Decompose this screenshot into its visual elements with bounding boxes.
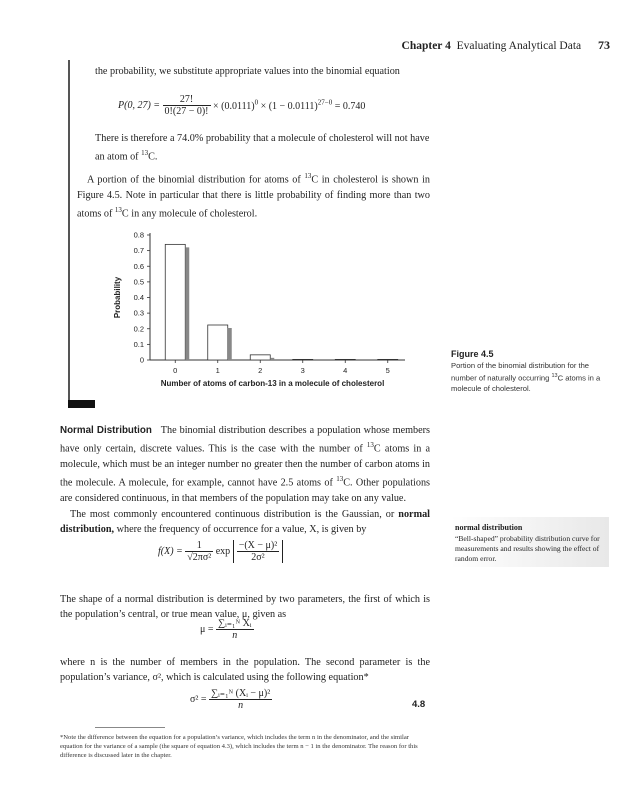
gaussian-equation [158,540,358,580]
fx-num: 1 [185,540,213,552]
figure-caption [451,361,616,394]
margin-note-definition: “Bell-shaped” probability distribution curve for measurements and results showing the effect of random error. [455,534,600,563]
mu-lhs: μ = [200,624,214,635]
y-tick-label: 0.6 [133,261,144,271]
sigma-den: n [238,700,244,711]
x-axis-label: Number of atoms of carbon-13 in a molecule of cholesterol [160,379,385,388]
caption-b: C atoms in a molecule of cholesterol. [451,373,601,393]
y-tick-label: 0.1 [133,339,144,349]
y-tick-label: 0.7 [133,246,144,256]
mean-equation [200,618,320,652]
footnote: *Note the difference between the equation for a population’s variance, which includes the term n in the denominator, and the similar equation for the variance of a sample (the square of equation 4.3), which includes the term n − 1 in the denominator. The reason for this difference is discussed later in the chapter. [60,734,418,759]
fx-den: √2πσ² [187,552,212,563]
para1-sup1: 13 [304,172,312,180]
margin-note-term: normal distribution [455,523,523,532]
binomial-bar-chart [100,210,430,400]
chapter-title: Evaluating Analytical Data [456,40,582,52]
y-tick-label: 0.5 [133,277,144,287]
eq-term-a-exp: 0 [254,98,259,107]
bar [250,355,270,360]
normal-paragraph-3: The shape of a normal distribution is determined by two parameters, the first of which is the population’s central, or true mean value, μ, given as [60,594,430,621]
normal-paragraph-2 [60,507,430,537]
y-tick-label: 0.4 [133,293,144,302]
section-marker [68,400,95,408]
bar [293,359,313,360]
example-rule [68,60,70,400]
chapter-number: Chapter 4 [401,40,451,52]
normal-p1-c: C. Other populations are considered continuous, in that members of the population may take on any value. [60,477,431,504]
fx-lhs: f(X) = [158,546,183,557]
running-header [402,38,610,53]
figure-label: Figure 4.5 [451,349,494,359]
fx-exp: exp [215,546,231,557]
eq-result: = 0.740 [334,101,366,113]
bar [208,325,228,360]
y-tick-label: 0.3 [133,308,144,318]
bar [378,359,398,360]
bar-shadow [185,247,189,360]
bar-shadow [228,328,232,360]
sigma-lhs: σ² = [190,694,207,705]
binomial-equation [118,94,438,124]
normal-p1-sup1: 13 [366,441,374,450]
eq-lhs: P(0, 27) = [118,100,161,111]
x-tick-label: 1 [215,366,220,375]
para1-c: C in any molecule of cholesterol. [121,208,258,220]
sigma-fraction [209,688,272,711]
fx-bracket [233,540,284,563]
fx-inner-fraction [237,540,280,563]
fx-inner-num: −(X − μ)² [238,540,278,551]
caption-a: Portion of the binomial distribution for the number of naturally occurring [451,361,590,383]
y-tick-label: 0 [139,355,144,365]
x-tick-label: 5 [385,366,390,375]
conclusion-sup: 13 [141,149,149,158]
conclusion-text-b: C. [148,151,158,163]
normal-p1-a: The binomial distribution describes a population whose members have only certain, discrete values. This is the case with the number of [60,425,430,455]
variance-equation [190,688,340,722]
normal-p1-sup2: 13 [336,475,344,483]
bar [335,359,355,360]
mu-den: n [232,630,238,641]
eq-fraction [163,94,211,117]
example-conclusion [95,131,430,165]
x-tick-label: 2 [258,366,263,375]
eq-term-b: × (1 − 0.0111) [260,101,318,113]
x-tick-label: 3 [300,366,305,375]
page-number: 73 [598,38,610,52]
eq-den: 0!(27 − 0)! [164,106,209,117]
normal-paragraph-4: where n is the number of members in the population. The second parameter is the population’s variance, σ², which is calculated using the following equation* [60,657,430,684]
sigma-num: ∑ᵢ₌₁ᴺ (Xᵢ − μ)² [211,688,271,699]
bar-shadow [270,358,274,360]
equation-number: 4.8 [412,699,426,710]
normal-p2-a: The most commonly encountered continuous distribution is the Gaussian, or [70,509,399,520]
eq-term-b-exp: 27−0 [317,98,333,107]
mu-num: ∑ᵢ₌₁ᴺ Xᵢ [218,618,252,629]
y-tick-label: 0.8 [133,230,144,240]
caption-sup: 13 [551,373,558,379]
conclusion-text-a: There is therefore a 74.0% probability that a molecule of cholesterol will not have an atom of [95,133,430,163]
normal-p1-b: C atoms in a molecule, which must be an integer number no greater then the number of carbon atoms in the molecule. A molecule, for example, cannot have 2.5 atoms of [60,443,431,489]
para1-a: A portion of the binomial distribution for atoms of [87,174,305,186]
section-runin-heading: Normal Distribution [60,425,152,436]
y-axis-label: Probability [113,276,122,319]
normal-p2-b: where the frequency of occurrence for a value, X, is given by [114,524,367,536]
normal-distribution-term: normal distribution, [60,509,430,536]
fx-inner-den: 2σ² [251,552,265,563]
para1-b: C in cholesterol is shown in Figure 4.5. Note in particular that there is little probability of finding more than two atoms of [77,174,430,220]
eq-num: 27! [163,94,211,106]
mu-fraction [216,618,254,641]
normal-paragraph-1 [60,423,430,506]
eq-term-a: × (0.0111) [213,101,255,113]
fx-fraction [185,540,213,563]
x-tick-label: 4 [343,366,348,375]
y-tick-label: 0.2 [133,324,144,334]
bar [165,244,185,360]
para1-sup2: 13 [114,205,122,214]
example-intro: the probability, we substitute appropriate values into the binomial equation [95,66,400,77]
footnote-rule [95,727,165,728]
x-tick-label: 0 [173,366,178,375]
